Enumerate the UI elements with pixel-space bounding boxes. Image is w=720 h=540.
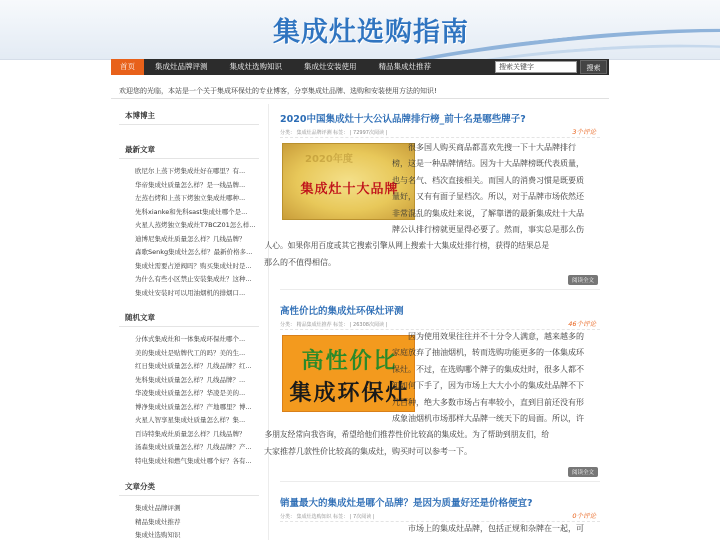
list-item[interactable]: · 森歌Senkg集成灶怎么样？最新价格多...	[133, 246, 263, 260]
comment-count[interactable]: 46个评论	[568, 320, 596, 328]
list-item[interactable]: · 集成灶品牌评测	[133, 502, 263, 516]
excerpt-line: 多朋友经常向我咨询，希望给他们推荐性价比较高的集成灶。为了帮助到朋友们，给	[264, 430, 550, 440]
excerpt-line: 也与名气、档次直接相关。而国人的消费习惯是既要质	[392, 175, 584, 185]
nav-item-recommended[interactable]: 精品集成灶推荐	[378, 62, 431, 71]
nav-item-brand-review[interactable]: 集成灶品牌评测	[155, 62, 208, 71]
article-meta: 分类： 精品集成灶推荐 标签： | 26308次阅读 |	[280, 322, 388, 328]
divider	[111, 98, 609, 99]
list-item[interactable]: · 美的集成灶是贴牌代工的吗？美的生...	[133, 347, 263, 361]
search-input[interactable]: 搜索关键字	[495, 61, 577, 73]
list-item[interactable]: · 特电集成灶和燃气集成灶哪个好？各有...	[133, 455, 263, 469]
thumbnail-text: 高性价比	[301, 349, 398, 374]
sidebar-heading-categories: 文章分类	[125, 482, 155, 491]
category-list	[133, 502, 263, 540]
list-item[interactable]: · 华帝集成灶质量怎么样？是一线品牌...	[133, 179, 263, 193]
read-more-button[interactable]: 阅读全文	[568, 467, 598, 477]
list-item[interactable]: · 集成灶需要占逆阀吗？购买集成灶时是...	[133, 260, 263, 274]
excerpt-line: 大家推荐几款性价比较高的集成灶，购买时可以参考一下。	[264, 446, 472, 456]
excerpt-line: 保灶。不过，在选购哪个牌子的集成灶时，很多人都不	[392, 364, 584, 374]
sidebar-heading-random: 随机文章	[125, 313, 155, 322]
divider	[119, 124, 259, 125]
excerpt-line: 量好，又有有面子显档次。所以，对于品牌市场依然还	[392, 192, 584, 202]
list-item[interactable]: · 为什么有些小区禁止安装集成灶？这种...	[133, 273, 263, 287]
excerpt-line: 因为使用效果往往并不十分令人满意，越来越多的	[408, 332, 584, 341]
list-item[interactable]: · 左蒸右烤和上蒸下烤独立集成灶哪种...	[133, 192, 263, 206]
list-item[interactable]: · 百诗特集成灶质量怎么样？几线品牌？	[133, 428, 263, 442]
article-title[interactable]: 销量最大的集成灶是哪个品牌？是因为质量好还是价格便宜?	[280, 498, 533, 509]
list-item[interactable]: · 红日集成灶质量怎么样？几线品牌？红...	[133, 360, 263, 374]
divider	[119, 495, 259, 496]
list-item[interactable]: · 先科xianke和先科sast集成灶哪个是...	[133, 206, 263, 220]
sidebar-heading-blogger: 本博博主	[125, 111, 155, 120]
thumbnail-text: 集成灶十大品牌	[300, 182, 399, 197]
article-meta: 分类： 集成灶选购知识 标签： | 7次阅读 |	[280, 514, 375, 520]
article-entry	[280, 495, 600, 540]
comment-count[interactable]: 0个评论	[572, 512, 596, 520]
article-title[interactable]: 高性价比的集成灶环保灶评测	[280, 306, 404, 317]
list-item[interactable]: · 火星人智享星集成灶质量怎么样？集...	[133, 414, 263, 428]
read-more-button[interactable]: 阅读全文	[568, 275, 598, 285]
excerpt-line: 知如何下手了，因为市场上大大小小的集成灶品牌不下	[392, 381, 584, 391]
article-excerpt	[280, 521, 600, 537]
list-item[interactable]: · 火星人蒸烤独立集成灶T7BCZ01怎么样...	[133, 219, 263, 233]
header-banner	[0, 0, 720, 60]
search-button[interactable]: 搜索	[580, 60, 607, 74]
list-item[interactable]: · 集成灶安装时可以用油烟机的排烟口...	[133, 287, 263, 301]
excerpt-line: 人心。如果你用百度或其它搜索引擎从网上搜索十大集成灶排行榜，获得的结果总是	[264, 241, 550, 251]
excerpt-line: 很多国人购买商品都喜欢先搜一下十大品牌排行	[408, 143, 576, 152]
excerpt-line: 成象油烟机市场那样大品牌一统天下的局面。所以，许	[392, 414, 584, 424]
thumbnail-text: 集成环保灶	[289, 381, 410, 406]
welcome-text: 欢迎您的光临，本站是一个关于集成环保灶的专业博客，分享集成灶品牌、选购和安装使用方法的知识!	[119, 87, 437, 95]
article-excerpt	[264, 140, 600, 271]
excerpt-line: 那么的不值得相信。	[264, 257, 336, 267]
list-item[interactable]: · 集成灶选购知识	[133, 529, 263, 540]
excerpt-line: 榜，这是一种品牌情结。因为十大品牌榜既代表质量，	[392, 159, 584, 169]
comment-count[interactable]: 3个评论	[572, 128, 596, 136]
excerpt-line: 几百种，绝大多数市场占有率较小，直到目前还没有形	[392, 397, 584, 407]
excerpt-line: 市场上的集成灶品牌，包括正规和杂牌在一起，可	[408, 524, 584, 533]
article-meta: 分类： 集成灶品牌评测 标签： | 72997次阅读 |	[280, 130, 388, 136]
random-articles-list	[133, 333, 263, 468]
excerpt-line: 牌公认排行榜就更显得必要了。然而，事实总是那么伤	[392, 225, 584, 235]
divider	[119, 326, 259, 327]
divider	[280, 289, 600, 290]
list-item[interactable]: · 汤森集成灶质量怎么样？几线品牌？产...	[133, 441, 263, 455]
list-item[interactable]: · 欧尼尔上蒸下烤集成灶好在哪里？有...	[133, 165, 263, 179]
list-item[interactable]: · 华凌集成灶质量怎么样？华凌是美的...	[133, 387, 263, 401]
list-item[interactable]: · 精品集成灶推荐	[133, 516, 263, 530]
list-item[interactable]: · 分体式集成灶和一体集成环保灶哪个...	[133, 333, 263, 347]
site-title[interactable]: 集成灶选购指南	[273, 17, 469, 48]
excerpt-line: 家庭放弃了抽油烟机，转而选购功能更多的一体集成环	[392, 348, 584, 358]
nav-item-buying-guide[interactable]: 集成灶选购知识	[229, 62, 282, 71]
article-title[interactable]: 2020中国集成灶十大公认品牌排行榜_前十名是哪些牌子?	[280, 114, 526, 125]
sidebar-heading-recent: 最新文章	[125, 145, 155, 154]
article-excerpt	[264, 329, 600, 460]
excerpt-line: 非常混乱的集成灶来说，了解靠谱的最新集成灶十大品	[392, 208, 584, 218]
divider	[280, 481, 600, 482]
list-item[interactable]: · 先科集成灶质量怎么样？几线品牌？...	[133, 374, 263, 388]
thumbnail-text: 2020年度	[305, 154, 353, 165]
divider	[280, 137, 600, 138]
recent-articles-list	[133, 165, 263, 300]
article-entry	[264, 111, 600, 286]
article-entry	[264, 303, 600, 478]
list-item[interactable]: · 博净集成灶质量怎么样？产地哪里？博...	[133, 401, 263, 415]
divider	[268, 104, 269, 540]
divider	[119, 158, 259, 159]
nav-item-installation[interactable]: 集成灶安装使用	[304, 62, 357, 71]
nav-item-home[interactable]: 首页	[111, 59, 144, 75]
list-item[interactable]: · 迪博尼集成灶质量怎么样？几线品牌？	[133, 233, 263, 247]
